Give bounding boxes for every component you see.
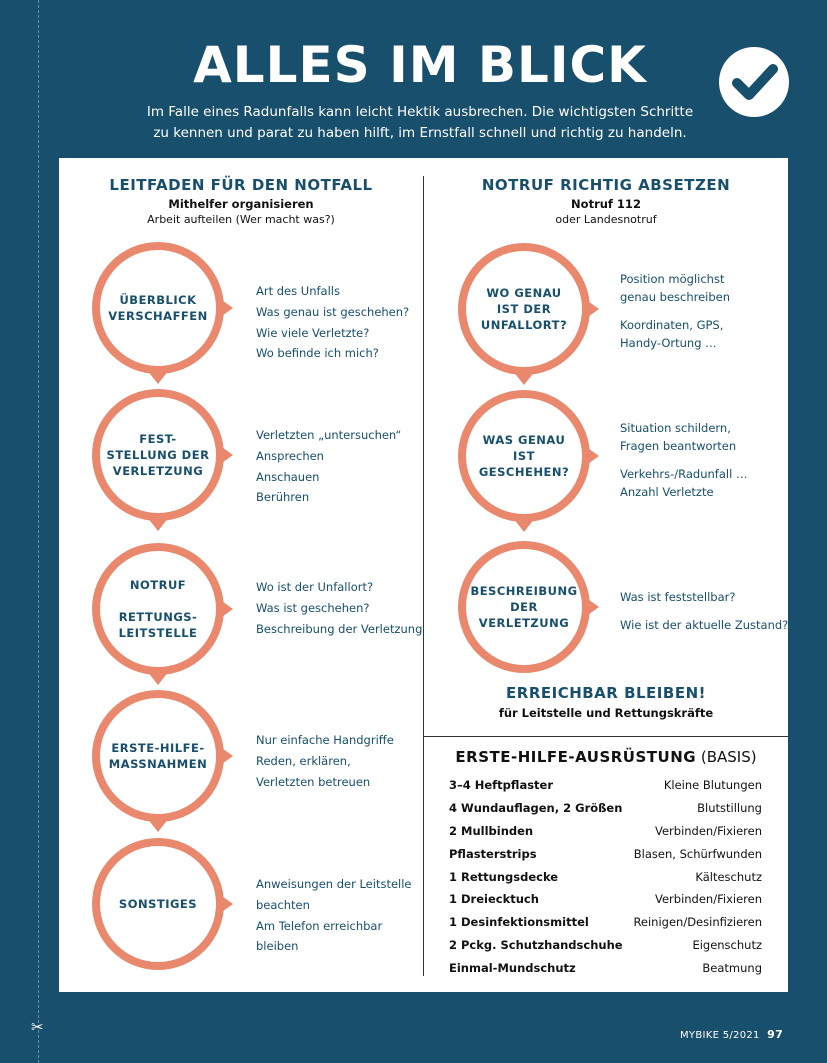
step-circle	[92, 838, 224, 970]
left-column-header	[59, 176, 423, 226]
detail-line: Fragen beantworten	[620, 439, 737, 453]
detail-line: Wie ist der aktuelle Zustand?	[620, 618, 789, 632]
right-column-note: oder Landesnotruf	[555, 213, 657, 226]
arrow-down-icon	[147, 370, 169, 384]
magazine-issue: MYBIKE 5/2021	[680, 1030, 760, 1041]
detail-line: bleiben	[256, 939, 299, 954]
equipment-item: Pflasterstrips	[449, 846, 537, 861]
step-label: FEST- STELLUNG DER VERLETZUNG	[106, 432, 210, 478]
equipment-row	[449, 911, 762, 934]
detail-line	[620, 455, 747, 465]
equipment-use: Eigenschutz	[692, 937, 762, 952]
step-circle	[458, 390, 590, 522]
intro-text	[130, 102, 710, 144]
detail-line: Wo befinde ich mich?	[256, 346, 379, 361]
step-label: SONSTIGES	[118, 897, 198, 911]
step-details	[256, 425, 401, 508]
step-label: ERSTE-HILFE- MASSNAHMEN	[108, 741, 208, 771]
step-details	[256, 874, 412, 957]
section-divider	[424, 736, 788, 737]
detail-line: Koordinaten, GPS,	[620, 318, 724, 332]
detail-line: Verletzten „untersuchen“	[256, 428, 402, 442]
detail-line	[620, 306, 730, 316]
scissors-icon: ✂	[31, 1018, 44, 1036]
arrow-right-icon	[219, 599, 233, 619]
equipment-use: Verbinden/Fixieren	[655, 823, 762, 838]
equipment-item: 2 Pckg. Schutzhandschuhe	[449, 937, 623, 952]
step-details	[620, 270, 730, 352]
equipment-row	[449, 956, 762, 979]
step-label: WO GENAU IST DER UNFALLORT?	[480, 286, 568, 332]
detail-line: Anschauen	[256, 469, 320, 484]
arrow-right-icon	[219, 298, 233, 318]
detail-line	[620, 606, 788, 616]
page-footer	[680, 1028, 783, 1041]
detail-line: Wo ist der Unfallort?	[256, 580, 374, 594]
equipment-item: 1 Rettungsdecke	[449, 869, 559, 884]
intro-line-2: zu kennen und parat zu haben hilft, im Ernstfall schnell und richtig zu handeln.	[153, 125, 687, 141]
left-column-title: LEITFADEN FÜR DEN NOTFALL	[109, 176, 373, 194]
arrow-right-icon	[585, 446, 599, 466]
arrow-down-icon	[513, 518, 535, 532]
equipment-title	[424, 748, 788, 766]
step-details	[256, 730, 394, 792]
checkmark-icon	[719, 47, 789, 117]
detail-line: Nur einfache Handgriffe	[256, 733, 394, 747]
step-circle	[92, 389, 224, 521]
equipment-row	[449, 888, 762, 911]
detail-line: Position möglichst	[620, 272, 725, 286]
detail-line: Berühren	[256, 490, 310, 505]
column-divider	[423, 176, 424, 976]
arrow-down-icon	[147, 671, 169, 685]
equipment-use: Kleine Blutungen	[663, 778, 762, 793]
equipment-item: 2 Mullbinden	[449, 823, 534, 838]
step-details	[620, 588, 788, 634]
equipment-row	[449, 774, 762, 797]
equipment-item: 1 Desinfektionsmittel	[449, 915, 589, 930]
equipment-item: Einmal-Mundschutz	[449, 960, 576, 975]
detail-line: Anweisungen der Leitstelle	[256, 877, 412, 891]
detail-line: Ansprechen	[256, 448, 324, 463]
step-circle	[92, 690, 224, 822]
equipment-title-main: ERSTE-HILFE-AUSRÜSTUNG	[455, 748, 697, 766]
equipment-row	[449, 934, 762, 957]
page-title: ALLES IM BLICK	[193, 36, 647, 94]
detail-line: beachten	[256, 897, 310, 912]
arrow-down-icon	[147, 517, 169, 531]
arrow-down-icon	[513, 371, 535, 385]
right-column-header	[424, 176, 788, 226]
detail-line: Verletzten betreuen	[256, 774, 371, 789]
equipment-row	[449, 820, 762, 843]
arrow-right-icon	[219, 894, 233, 914]
detail-line: Was genau ist geschehen?	[256, 304, 410, 319]
right-column-title: NOTRUF RICHTIG ABSETZEN	[481, 176, 731, 194]
equipment-row	[449, 797, 762, 820]
left-column-note: Arbeit aufteilen (Wer macht was?)	[147, 213, 335, 226]
right-column-subtitle: Notruf 112	[571, 197, 641, 211]
arrow-right-icon	[585, 597, 599, 617]
equipment-use: Blutstillung	[697, 801, 762, 816]
detail-line: Art des Unfalls	[256, 284, 340, 298]
detail-line: genau beschreiben	[620, 290, 731, 304]
detail-line: Handy-Ortung …	[620, 336, 717, 350]
detail-line: Was ist feststellbar?	[620, 590, 736, 604]
left-column-subtitle: Mithelfer organisieren	[168, 197, 314, 211]
equipment-use: Verbinden/Fixieren	[655, 892, 762, 907]
step-details	[256, 577, 422, 639]
reachable-subtitle: für Leitstelle und Rettungskräfte	[498, 706, 714, 720]
content-card	[59, 158, 788, 992]
detail-line: Verkehrs-/Radunfall …	[620, 467, 748, 481]
detail-line: Anzahl Verletzte	[620, 485, 714, 499]
step-circle	[458, 243, 590, 375]
cut-line	[38, 0, 39, 1063]
step-label: WAS GENAU IST GESCHEHEN?	[478, 433, 570, 479]
arrow-right-icon	[585, 299, 599, 319]
equipment-title-suffix: (BASIS)	[700, 748, 757, 766]
detail-line: Wie viele Verletzte?	[256, 325, 370, 340]
intro-line-1: Im Falle eines Radunfalls kann leicht Hektik ausbrechen. Die wichtigsten Schritte	[146, 104, 694, 120]
step-circle	[458, 541, 590, 673]
reachable-note	[424, 684, 788, 720]
step-details	[256, 281, 409, 364]
step-circle	[92, 242, 224, 374]
equipment-use: Blasen, Schürfwunden	[633, 846, 762, 861]
detail-line: Beschreibung der Verletzung	[256, 621, 423, 636]
page-number: 97	[767, 1028, 784, 1041]
step-label: BESCHREIBUNG DER VERLETZUNG	[470, 584, 578, 630]
equipment-item: 4 Wundauflagen, 2 Größen	[449, 801, 623, 816]
equipment-row	[449, 865, 762, 888]
detail-line: Reden, erklären,	[256, 753, 351, 768]
equipment-use: Beatmung	[702, 960, 762, 975]
detail-line: Was ist geschehen?	[256, 600, 370, 615]
arrow-down-icon	[147, 818, 169, 832]
equipment-use: Reinigen/Desinfizieren	[633, 915, 762, 930]
detail-line: Am Telefon erreichbar	[256, 918, 383, 933]
step-label: NOTRUF RETTUNGS- LEITSTELLE	[118, 578, 198, 640]
detail-line: Situation schildern,	[620, 421, 731, 435]
step-label: ÜBERBLICK VERSCHAFFEN	[108, 293, 208, 323]
equipment-row	[449, 842, 762, 865]
equipment-item: 3–4 Heftpflaster	[449, 778, 554, 793]
arrow-right-icon	[219, 445, 233, 465]
step-details	[620, 419, 747, 501]
equipment-item: 1 Dreiecktuch	[449, 892, 539, 907]
step-circle	[92, 543, 224, 675]
equipment-use: Kälteschutz	[695, 869, 762, 884]
arrow-right-icon	[219, 746, 233, 766]
reachable-title: ERREICHBAR BLEIBEN!	[506, 684, 706, 702]
